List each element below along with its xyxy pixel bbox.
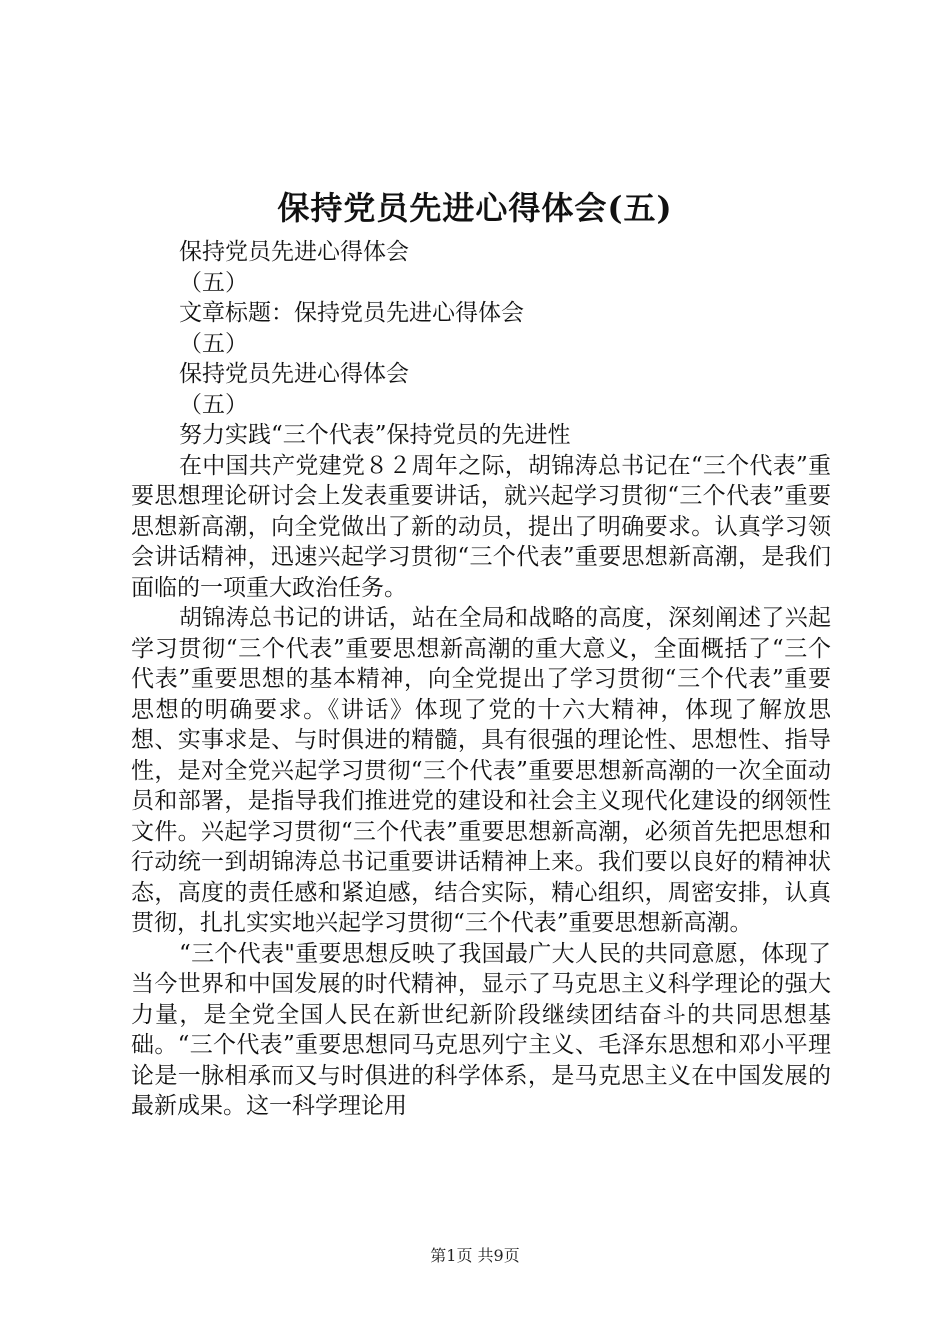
- document-title: 保持党员先进心得体会(五): [277, 189, 673, 227]
- document-body: [131, 237, 831, 1122]
- heading-line: （五）: [179, 269, 248, 296]
- heading-line: 保持党员先进心得体会: [179, 361, 409, 387]
- heading-line: （五）: [179, 391, 248, 418]
- body-paragraph: “三个代表"重要思想反映了我国最广大人民的共同意愿，体现了当今世界和中国发展的时代精神，显示了马克思主义科学理论的强大力量，是全党全国人民在新世纪新阶段继续团结奋斗的共同思想基础。“三个代表”重要思想同马克思列宁主义、毛泽东思想和邓小平理论是一脉相承而又与时俱进的科学体系，是马克思主义在中国发展的最新成果。这一科学理论用: [131, 940, 831, 1119]
- article-subtitle: 努力实践“三个代表”保持党员的先进性: [179, 422, 571, 448]
- page-footer: 第1页 共9页: [430, 1246, 520, 1265]
- heading-line: （五）: [179, 330, 248, 357]
- heading-line: 文章标题：保持党员先进心得体会: [179, 300, 524, 326]
- heading-line: 保持党员先进心得体会: [179, 239, 409, 265]
- body-paragraph: 胡锦涛总书记的讲话，站在全局和战略的高度，深刻阐述了兴起学习贯彻“三个代表”重要思想新高潮的重大意义，全面概括了“三个代表”重要思想的基本精神，向全党提出了学习贯彻“三个代表”重要思想的明确要求。《讲话》体现了党的十六大精神，体现了解放思想、实事求是、与时俱进的精髓，具有很强的理论性、思想性、指导性，是对全党兴起学习贯彻“三个代表”重要思想新高潮的一次全面动员和部署，是指导我们推进党的建设和社会主义现代化建设的纲领性文件。兴起学习贯彻“三个代表”重要思想新高潮，必须首先把思想和行动统一到胡锦涛总书记重要讲话精神上来。我们要以良好的精神状态，高度的责任感和紧迫感，结合实际，精心组织，周密安排，认真贯彻，扎扎实实地兴起学习贯彻“三个代表”重要思想新高潮。: [131, 605, 831, 936]
- body-paragraph: 在中国共产党建党８２周年之际，胡锦涛总书记在“三个代表”重要思想理论研讨会上发表重要讲话，就兴起学习贯彻“三个代表”重要思想新高潮，向全党做出了新的动员，提出了明确要求。认真学习领会讲话精神，迅速兴起学习贯彻“三个代表”重要思想新高潮，是我们面临的一项重大政治任务。: [131, 452, 831, 601]
